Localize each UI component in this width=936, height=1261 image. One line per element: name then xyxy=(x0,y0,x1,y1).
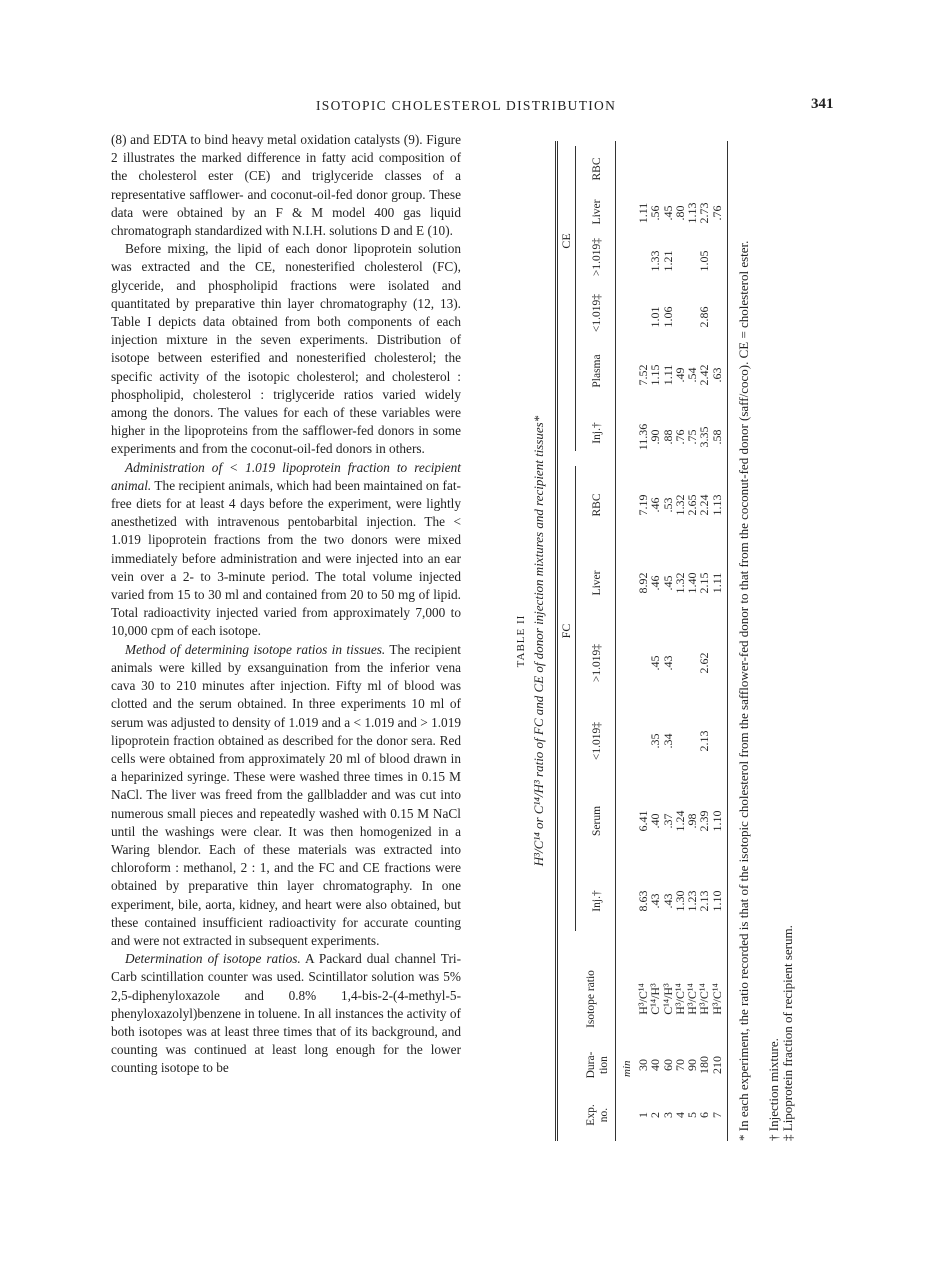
cell-fc-4: 1.32 xyxy=(672,572,687,594)
cell-fc-5: .53 xyxy=(660,497,675,513)
cell-fc-0: 1.23 xyxy=(685,890,700,912)
col-fc-rbc: RBC xyxy=(591,493,603,517)
paragraph-3-heading: Administration of < 1.019 lipoprotein fraction to recipient animal. xyxy=(111,459,461,493)
cell-fc-1: .37 xyxy=(660,813,675,829)
running-title: ISOTOPIC CHOLESTEROL DISTRIBUTION xyxy=(316,98,617,113)
paragraph-4-heading: Method of determining isotope ratios in tissues. xyxy=(125,641,386,657)
cell-fc-5: 1.32 xyxy=(672,494,687,516)
cell-ce-0: 11.36 xyxy=(636,423,650,451)
cell-ratio: H³/C¹⁴ xyxy=(685,983,700,1015)
cell-ce-0: 3.35 xyxy=(697,426,712,448)
cell-fc-2: 2.13 xyxy=(697,730,712,752)
cell-fc-3: .45 xyxy=(648,655,663,671)
cell-ce-3: 1.05 xyxy=(697,250,712,272)
cell-fc-2: .34 xyxy=(660,733,675,749)
cell-ratio: C¹⁴/H³ xyxy=(660,983,675,1015)
cell-fc-4: 1.11 xyxy=(709,572,724,594)
cell-ce-4: 1.11 xyxy=(636,202,650,224)
cell-ce-0: .75 xyxy=(685,429,700,445)
paragraph-4-text: The recipient animals were killed by exsanguination from the inferior vena cava 30 to 210 minutes after injection. Fifty ml of blood was clotted and the serum obtained. In three experiments 10 ml of serum was adjusted to density of 1.019 and a < 1.019 and > 1.019 lipoprotein fraction obtained as described for the donor sera. Red cells were obtained from approximately 20 ml of blood drawn in a heparinized syringe. These were washed three times in 0.15 M NaCl. The liver was freed from the gallbladder and was cut into numerous small pieces and repeatedly washed with 0.15 M NaCl until the washings were clear. It was then homogenized in a Waring blendor. Each of these materials was extracted into chloroform : methanol, 2 : 1, and the FC and CE fractions were obtained by preparative thin layer chromatography. In one experiment, bile, aorta, kidney, and heart were also obtained, but these contained insufficient radioactivity for accurate counting and were not extracted in subsequent experiments. xyxy=(111,641,461,948)
col-fc-serum: Serum xyxy=(591,805,603,837)
cell-fc-0: 1.10 xyxy=(709,890,724,912)
cell-fc-5: .46 xyxy=(648,497,663,513)
footnote-dagger: † Injection mixture. xyxy=(766,1038,781,1141)
cell-exp: 7 xyxy=(709,1112,724,1118)
duration-unit: min xyxy=(621,1060,633,1077)
cell-ce-1: 1.15 xyxy=(648,364,663,386)
col-ce-gt1019: >1.019‡ xyxy=(591,237,603,277)
cell-fc-4: 1.40 xyxy=(685,572,700,594)
cell-exp: 5 xyxy=(685,1112,700,1118)
table-label: TABLE II xyxy=(515,614,527,668)
footnote-double-dagger: ‡ Lipoprotein fraction of recipient serum. xyxy=(780,925,795,1141)
paragraph-5-text: A Packard dual channel Tri-Carb scintillation counter was used. Scintillator solution was 5% 2,5-diphenyloxazole and 0.8% 1,4-bis-2-(4-methyl-5-phenyloxazolyl)benzene in toluene. In all instances the activity of both isotopes was at least three times that of its background, and counting was continued at least long enough for the lower counting isotope to be xyxy=(111,951,462,1076)
cell-fc-3: .43 xyxy=(660,655,675,671)
running-header xyxy=(0,98,936,118)
table-row xyxy=(711,141,723,1141)
table-row xyxy=(649,141,661,1141)
cell-ce-1: .54 xyxy=(685,367,700,383)
cell-fc-5: 2.65 xyxy=(685,494,700,516)
cell-fc-1: 1.24 xyxy=(672,810,687,832)
cell-fc-1: .98 xyxy=(685,813,700,829)
cell-ce-3: 1.21 xyxy=(660,250,675,272)
col-ce-lt1019: <1.019‡ xyxy=(591,293,603,333)
cell-ratio: H³/C¹⁴ xyxy=(672,983,687,1015)
cell-fc-5: 1.13 xyxy=(709,494,724,516)
paragraph-3 xyxy=(111,459,461,641)
col-fc-liver: Liver xyxy=(591,570,603,596)
table-body xyxy=(637,141,723,1141)
cell-exp: 3 xyxy=(660,1112,675,1118)
body-text-column xyxy=(111,131,461,1078)
footnote-asterisk: * In each experiment, the ratio recorded is that of the isotopic cholesterol from the safflower-fed donor to that from the coconut-fed donor (saff/coco). CE = cholesterol ester. xyxy=(736,240,751,1141)
cell-ratio: H³/C¹⁴ xyxy=(697,983,712,1015)
cell-ce-4: 1.13 xyxy=(685,202,700,224)
cell-exp: 2 xyxy=(648,1112,663,1118)
cell-exp: 6 xyxy=(697,1112,712,1118)
paragraph-2: Before mixing, the lipid of each donor lipoprotein solution was extracted and the CE, nonesterified cholesterol (FC), glyceride, and phospholipid fractions were isolated and quantitated by preparative thin layer chromatography (12, 13). Table I depicts data obtained from both components of each injection mixture in the seven experiments. Distribution of isotope between esterified and nonesterified cholesterol; the specific activity of the isotopic cholesterol; and cholesterol : phospholipid, cholesterol : triglyceride ratios varied widely among the donors. The values for each of these variables were higher in the lipoproteins from the safflower-fed donors in some experiments and from the coconut-oil-fed donors in others. xyxy=(111,241,461,457)
header-bottom-rule xyxy=(615,141,616,1141)
cell-exp: 1 xyxy=(636,1112,650,1118)
table-top-rule xyxy=(555,141,558,1141)
page-number: 341 xyxy=(811,96,834,112)
col-fc-inj: Inj.† xyxy=(591,890,603,912)
cell-fc-1: 6.41 xyxy=(636,810,650,832)
cell-ce-2: 2.86 xyxy=(697,306,712,328)
col-isotope-header: Isotope ratio xyxy=(585,970,597,1028)
cell-fc-5: 7.19 xyxy=(636,494,650,516)
cell-exp: 4 xyxy=(672,1112,687,1118)
cell-fc-4: .46 xyxy=(648,575,663,591)
cell-ce-0: .88 xyxy=(660,429,675,445)
cell-ce-1: 1.11 xyxy=(660,364,675,386)
cell-ce-0: .76 xyxy=(672,429,687,445)
cell-dur: 40 xyxy=(648,1059,663,1071)
cell-fc-1: 1.10 xyxy=(709,810,724,832)
cell-ce-1: 2.42 xyxy=(697,364,712,386)
cell-dur: 210 xyxy=(709,1056,724,1074)
cell-fc-0: .43 xyxy=(660,893,675,909)
cell-ce-2: 1.01 xyxy=(648,306,663,328)
table-bottom-rule xyxy=(727,141,728,1141)
cell-fc-4: 2.15 xyxy=(697,572,712,594)
cell-fc-3: 2.62 xyxy=(697,652,712,674)
group-ce-label: CE xyxy=(559,233,573,249)
cell-ce-1: .63 xyxy=(709,367,724,383)
cell-fc-4: .45 xyxy=(660,575,675,591)
table-row xyxy=(698,141,710,1141)
cell-fc-4: 8.92 xyxy=(636,572,650,594)
group-fc-rule xyxy=(575,466,576,931)
paragraph-5-heading: Determination of isotope ratios. xyxy=(125,951,301,967)
cell-ce-3: 1.33 xyxy=(648,250,663,272)
cell-fc-0: .43 xyxy=(648,893,663,909)
cell-fc-0: 1.30 xyxy=(672,890,687,912)
cell-ce-1: 7.52 xyxy=(636,364,650,386)
col-fc-lt1019: <1.019‡ xyxy=(591,721,603,761)
cell-ratio: H³/C¹⁴ xyxy=(636,983,650,1015)
cell-fc-0: 8.63 xyxy=(636,890,650,912)
cell-ce-0: .90 xyxy=(648,429,663,445)
cell-ce-4: .56 xyxy=(648,205,663,221)
cell-fc-0: 2.13 xyxy=(697,890,712,912)
col-ce-rbc: RBC xyxy=(591,157,603,181)
cell-ce-2: 1.06 xyxy=(660,306,675,328)
col-duration-header: Dura- tion xyxy=(585,1051,610,1079)
cell-fc-5: 2.24 xyxy=(697,494,712,516)
cell-ce-1: .49 xyxy=(672,367,687,383)
cell-ce-4: 2.73 xyxy=(697,202,712,224)
cell-ratio: H³/C¹⁴ xyxy=(709,983,724,1015)
cell-dur: 60 xyxy=(660,1059,675,1071)
cell-ce-4: .80 xyxy=(672,205,687,221)
cell-ratio: C¹⁴/H³ xyxy=(648,983,663,1015)
cell-dur: 180 xyxy=(697,1056,712,1074)
cell-ce-4: .76 xyxy=(709,205,724,221)
col-ce-inj: Inj.† xyxy=(591,422,603,444)
cell-ce-4: .45 xyxy=(660,205,675,221)
col-exp-header: Exp. no. xyxy=(585,1104,610,1126)
paragraph-5 xyxy=(111,950,461,1077)
cell-fc-1: 2.39 xyxy=(697,810,712,832)
col-fc-gt1019: >1.019‡ xyxy=(591,643,603,683)
paragraph-4 xyxy=(111,641,461,950)
table-ii xyxy=(515,141,840,1141)
cell-dur: 90 xyxy=(685,1059,700,1071)
cell-dur: 30 xyxy=(636,1059,650,1071)
table-caption: H³/C¹⁴ or C¹⁴/H³ ratio of FC and CE of donor injection mixtures and recipient tissues* xyxy=(531,415,546,867)
cell-ce-0: .58 xyxy=(709,429,724,445)
cell-fc-2: .35 xyxy=(648,733,663,749)
col-ce-liver: Liver xyxy=(591,199,603,225)
cell-dur: 70 xyxy=(672,1059,687,1071)
paragraph-1: (8) and EDTA to bind heavy metal oxidation catalysts (9). Figure 2 illustrates the marked difference in fatty acid composition of the cholesterol ester (CE) and triglyceride classes of a representative safflower- and coconut-oil-fed donor group. These data were obtained by an F & M model 400 gas liquid chromatograph standardized with N.I.H. solutions D and E (10). xyxy=(111,132,461,239)
cell-fc-1: .40 xyxy=(648,813,663,829)
paragraph-3-text: The recipient animals, which had been maintained on fat-free diets for at least 4 days before the experiment, were lightly anesthetized with intravenous pentobarbital injection. The < 1.019 lipoprotein fractions from the two donors were mixed immediately before administration and were injected into an ear vein over a 2- to 3-minute period. The total volume injected varied from 15 to 30 ml and contained from 20 to 50 mg of lipid. Total radioactivity injected varied from approximately 7,000 to 10,000 cpm of each isotope. xyxy=(111,477,461,639)
group-fc-label: FC xyxy=(559,623,573,639)
group-ce-rule xyxy=(575,146,576,451)
col-ce-plasma: Plasma xyxy=(591,354,603,388)
